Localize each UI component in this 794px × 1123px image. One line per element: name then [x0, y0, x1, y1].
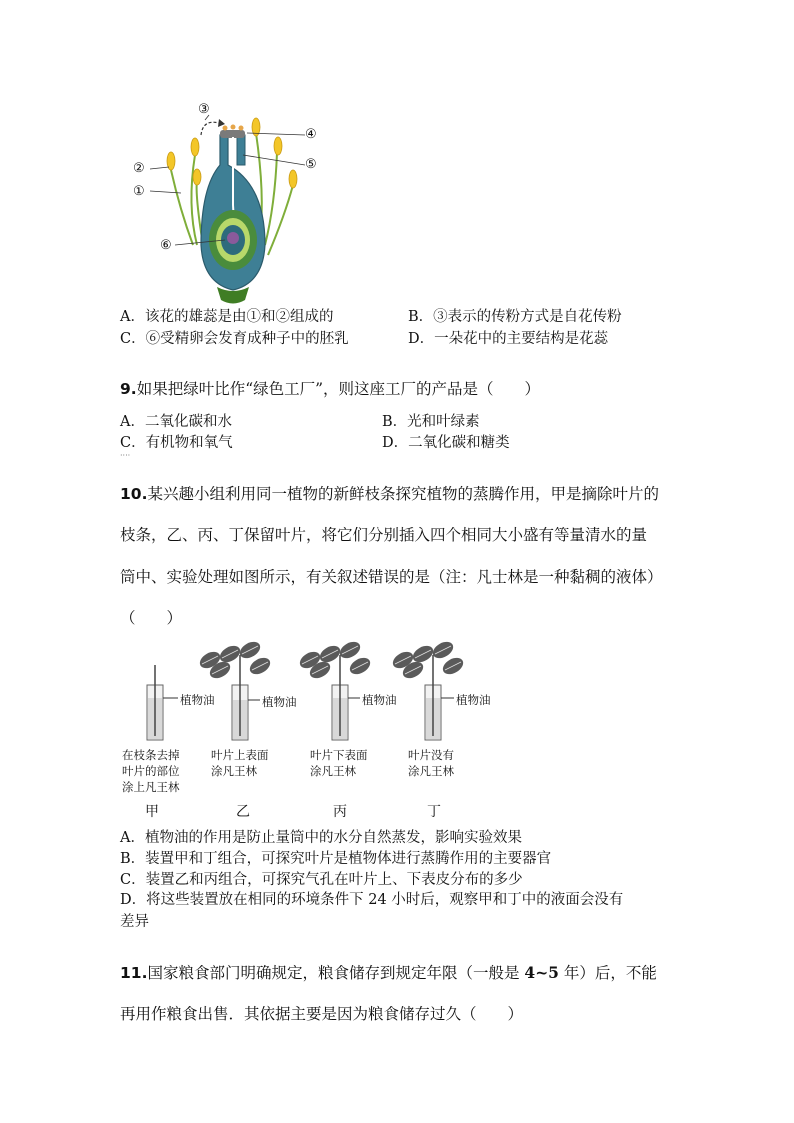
q11-years: 4~5 [524, 963, 559, 982]
q9-option-d: D．二氧化碳和糖类 [382, 435, 510, 451]
caption-bing-2: 涂凡王林 [310, 764, 356, 778]
caption-jia-1: 在枝条去掉 [122, 748, 180, 762]
q10-stem-line3: 筒中、实验处理如图所示，有关叙述错误的是（注：凡士林是一种黏稠的液体） [120, 568, 663, 586]
q11-stem-line2: 再用作粮食出售．其依据主要是因为粮食储存过久（ ） [120, 1005, 524, 1023]
q10-text-1: 某兴趣小组利用同一植物的新鲜枝条探究植物的蒸腾作用，甲是摘除叶片的 [147, 485, 659, 503]
q9-option-a: A．二氧化碳和水 [120, 414, 232, 430]
oil-label-yi: 植物油 [262, 695, 297, 709]
caption-yi-1: 叶片上表面 [211, 748, 269, 762]
caption-ding-2: 涂凡王林 [408, 764, 454, 778]
q8-option-b: B．③表示的传粉方式是自花传粉 [408, 309, 622, 325]
q10-option-d: D．将这些装置放在相同的环境条件下 24 小时后，观察甲和丁中的液面会没有 [120, 892, 624, 908]
q8-option-d: D．一朵花中的主要结构是花蕊 [408, 331, 609, 347]
caption-bing-1: 叶片下表面 [310, 748, 368, 762]
q9-option-c: C．有机物和氧气 [120, 435, 233, 451]
q10-stem-line1 [120, 482, 659, 504]
q11-text-1a: 国家粮食部门明确规定，粮食储存到规定年限（一般是 [147, 964, 525, 982]
caption-ding-1: 叶片没有 [408, 748, 454, 762]
caption-jia-3: 涂上凡王林 [122, 780, 180, 794]
cylinder-jia [147, 665, 178, 740]
flower-label-3: ③ [198, 102, 210, 117]
q10-stem-line4: （ ） [120, 609, 183, 627]
oil-label-ding: 植物油 [456, 693, 491, 707]
flower-label-5: ⑤ [305, 157, 317, 172]
q9-mark: ···· [120, 451, 131, 460]
caption-bing [310, 747, 368, 779]
caption-ding [408, 747, 454, 779]
cylinder-bing [297, 640, 373, 740]
name-ding: 丁 [427, 804, 441, 820]
q8-option-c: C．⑥受精卵会发育成种子中的胚乳 [120, 331, 349, 347]
flower-label-1: ① [133, 184, 145, 199]
cylinder-yi [197, 640, 273, 740]
flower-label-2: ② [133, 161, 145, 176]
caption-yi [211, 747, 269, 779]
q9-stem [120, 377, 540, 399]
q11-stem-line1 [120, 961, 657, 983]
q10-option-b: B．装置甲和丁组合，可探究叶片是植物体进行蒸腾作用的主要器官 [120, 851, 552, 867]
q10-apparatus-figure [120, 640, 500, 745]
flower-label-6: ⑥ [160, 238, 172, 253]
name-yi: 乙 [236, 804, 250, 820]
q10-option-c: C．装置乙和丙组合，可探究气孔在叶片上、下表皮分布的多少 [120, 872, 523, 888]
q11-number: 11. [120, 964, 148, 982]
caption-jia-2: 叶片的部位 [122, 764, 180, 778]
flower-label-4: ④ [305, 127, 317, 142]
q9-number: 9. [120, 380, 137, 398]
name-bing: 丙 [333, 804, 347, 820]
caption-jia [122, 747, 180, 795]
q9-text: 如果把绿叶比作“绿色工厂”，则这座工厂的产品是（ ） [136, 380, 541, 398]
oil-label-bing: 植物油 [362, 693, 397, 707]
q8-option-a: A．该花的雄蕊是由①和②组成的 [120, 309, 334, 325]
q9-option-b: B．光和叶绿素 [382, 414, 480, 430]
cylinder-ding [390, 640, 466, 740]
q11-text-1c: 年）后，不能 [558, 964, 657, 982]
q10-option-a: A．植物油的作用是防止量筒中的水分自然蒸发，影响实验效果 [120, 830, 522, 846]
q10-stem-line2: 枝条，乙、丙、丁保留叶片，将它们分别插入四个相同大小盛有等量清水的量 [120, 526, 648, 544]
q10-option-d-cont: 差异 [120, 914, 149, 930]
q10-number: 10. [120, 485, 148, 503]
name-jia: 甲 [145, 804, 159, 820]
caption-yi-2: 涂凡王林 [211, 764, 257, 778]
oil-label-jia: 植物油 [180, 693, 215, 707]
